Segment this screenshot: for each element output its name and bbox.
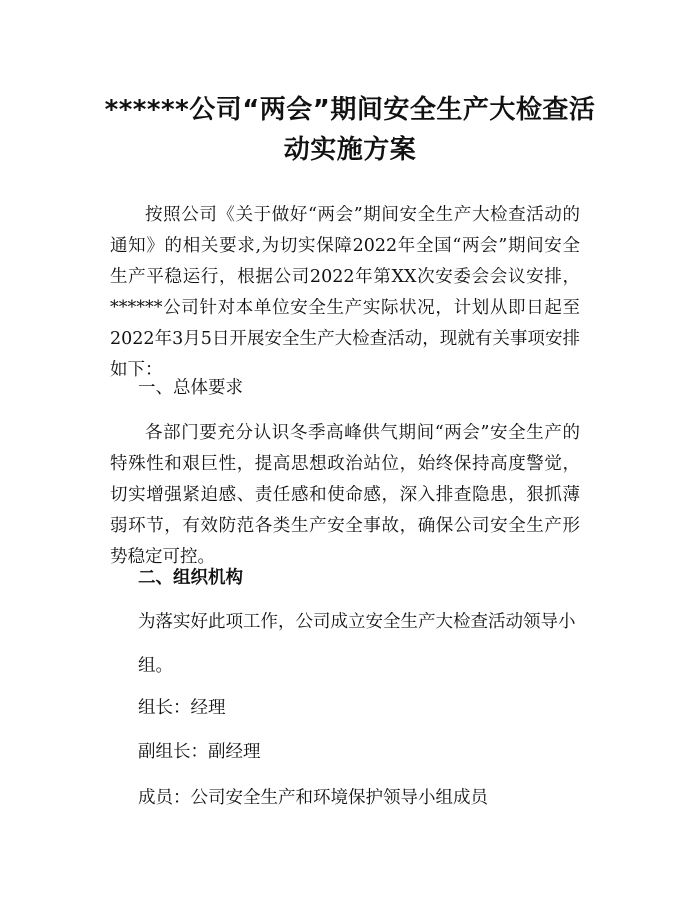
members-line: 成员：公司安全生产和环境保护领导小组成员 — [138, 788, 488, 808]
general-requirements-paragraph: 各部门要充分认识冬季高峰供气期间“两会”安全生产的特殊性和艰巨性，提高思想政治站位，始终保持高度警觉，切实增强紧迫感、责任感和使命感，深入排查隐患，狠抓薄弱环节，有效防范各类生产安全事故，确保公司安全生产形势稳定可控。 — [110, 423, 580, 567]
section-heading-organization: 二、组织机构 — [138, 568, 243, 588]
organization-paragraph-line-1: 为落实好此项工作，公司成立安全生产大检查活动领导小 — [138, 612, 576, 632]
organization-paragraph-line-2: 组。 — [138, 656, 173, 676]
deputy-leader-line: 副组长：副经理 — [138, 742, 261, 762]
intro-paragraph: 按照公司《关于做好“两会”期间安全生产大检查活动的通知》的相关要求,为切实保障2022年全国“两会”期间安全生产平稳运行，根据公司2022年第XX次安委会会议安排，******公司针对本单位安全生产实际状况，计划从即日起至2022年3月5日开展安全生产大检查活动，现就有关事项安排如下： — [110, 205, 580, 380]
section-heading-general-requirements: 一、总体要求 — [138, 378, 243, 398]
group-leader-line: 组长：经理 — [138, 698, 226, 718]
document-title: ******公司“两会”期间安全生产大检查活动实施方案 — [104, 95, 596, 165]
